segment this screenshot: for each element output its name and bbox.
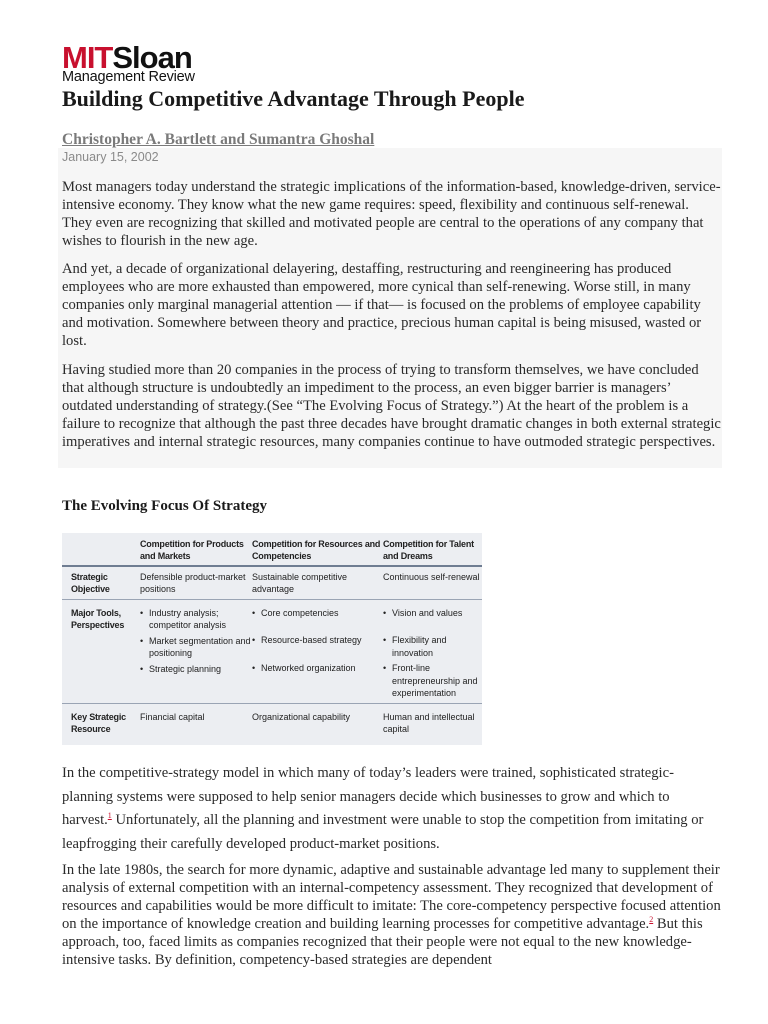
- table-bullet: • Flexibility and innovation: [383, 634, 482, 659]
- publish-date: January 15, 2002: [62, 150, 159, 164]
- mit-sloan-logo[interactable]: [62, 42, 195, 84]
- table-rule: [62, 703, 482, 704]
- table-bullet: • Industry analysis; competitor analysis: [140, 607, 252, 632]
- table-row-label: Strategic Objective: [71, 572, 110, 595]
- paragraph-text: But this approach, too, faced limits as companies recognized that their people were not equal to the new knowledge-intensive tasks. By definition, competency-based strategies are dependent: [62, 916, 703, 968]
- strategy-table: [62, 533, 482, 745]
- author-link[interactable]: Christopher A. Bartlett and Sumantra Ghoshal: [62, 131, 375, 148]
- table-cell: Continuous self-renewal: [383, 572, 480, 582]
- section-heading: The Evolving Focus Of Strategy: [62, 498, 267, 514]
- paragraph-text: In the late 1980s, the search for more dynamic, adaptive and sustainable advantage led many to supplement their analysis of external competition with an internal-competency assessment. They recognized that development of resources and capabilities would be more difficult to imitate: The core-competency perspective focused attention on the importance of knowledge creation and building learning processes for competitive advantage.: [62, 862, 721, 932]
- logo-subtitle: Management Review: [62, 69, 195, 85]
- paragraph-5: [62, 861, 722, 969]
- table-cell: [140, 607, 252, 678]
- table-rule: [62, 599, 482, 600]
- paragraph-1: Most managers today understand the strategic implications of the information-based, knowledge-driven, service-intensive economy. They know what the new game requires: speed, flexibility and continuous self-renewal. They even are recognizing that skilled and motivated people are central to the operations of any company that wishes to flourish in the new age.: [62, 179, 721, 249]
- table-bullet: • Resource-based strategy: [252, 634, 382, 646]
- paragraph-2: And yet, a decade of organizational delayering, destaffing, restructuring and reengineering has produced employees who are more exhausted than empowered, more cynical than self-renewing. Worse still, in many companies only marginal managerial attention — if that— is focused on the problems of employee capability and motivation. Somewhere between theory and practice, precious human capital is being misused, wasted or lost.: [62, 261, 702, 349]
- table-col-header: Competition for Products and Markets: [140, 539, 244, 562]
- paragraph-3: Having studied more than 20 companies in the process of trying to transform themselves, we have concluded that although structure is undoubtedly an impediment to the process, an even bigger barrier is managers’ outdated understanding of strategy.(See “The Evolving Focus of Strategy.”) At the heart of the problem is a failure to recognize that although the past three decades have brought dramatic changes in both external strategic imperatives and internal strategic resources, many companies continue to have outmoded strategic perspectives.: [62, 362, 721, 450]
- article-title: Building Competitive Advantage Through People: [62, 86, 525, 111]
- paragraph-text: In the competitive-strategy model in which many of today’s leaders were trained, sophisticated strategic-planning systems were supposed to help senior managers decide which businesses to grow and which to harvest.: [62, 765, 674, 829]
- footnote-link[interactable]: 2: [649, 915, 654, 925]
- logo-mit-text: MIT: [62, 40, 113, 75]
- table-bullet: • Market segmentation and positioning: [140, 635, 252, 660]
- table-cell: [383, 607, 482, 702]
- table-cell: [252, 607, 382, 677]
- table-cell: Financial capital: [140, 712, 205, 722]
- table-rule: [62, 565, 482, 567]
- table-bullet: • Core competencies: [252, 607, 382, 619]
- table-bullet: • Strategic planning: [140, 663, 252, 675]
- table-bullet: • Front-line entrepreneurship and experimentation: [383, 662, 482, 699]
- table-col-header: Competition for Talent and Dreams: [383, 539, 474, 562]
- table-row-label: Key Strategic Resource: [71, 712, 126, 735]
- paragraph-4: [62, 762, 722, 856]
- table-cell: Organizational capability: [252, 712, 351, 722]
- table-cell: Defensible product-market positions: [140, 572, 246, 595]
- table-bullet: • Networked organization: [252, 662, 382, 674]
- table-row-label: Major Tools, Perspectives: [71, 608, 125, 631]
- footnote-link[interactable]: 1: [107, 811, 112, 821]
- table-cell: Human and intellectual capital: [383, 712, 475, 735]
- table-col-header: Competition for Resources and Competencies: [252, 539, 381, 562]
- table-cell: Sustainable competitive advantage: [252, 572, 348, 595]
- table-bullet: • Vision and values: [383, 607, 482, 619]
- paragraph-text: Unfortunately, all the planning and investment were unable to stop the competition from imitating or leapfrogging their carefully developed product-market positions.: [62, 812, 704, 852]
- logo-sloan-text: Sloan: [112, 40, 192, 75]
